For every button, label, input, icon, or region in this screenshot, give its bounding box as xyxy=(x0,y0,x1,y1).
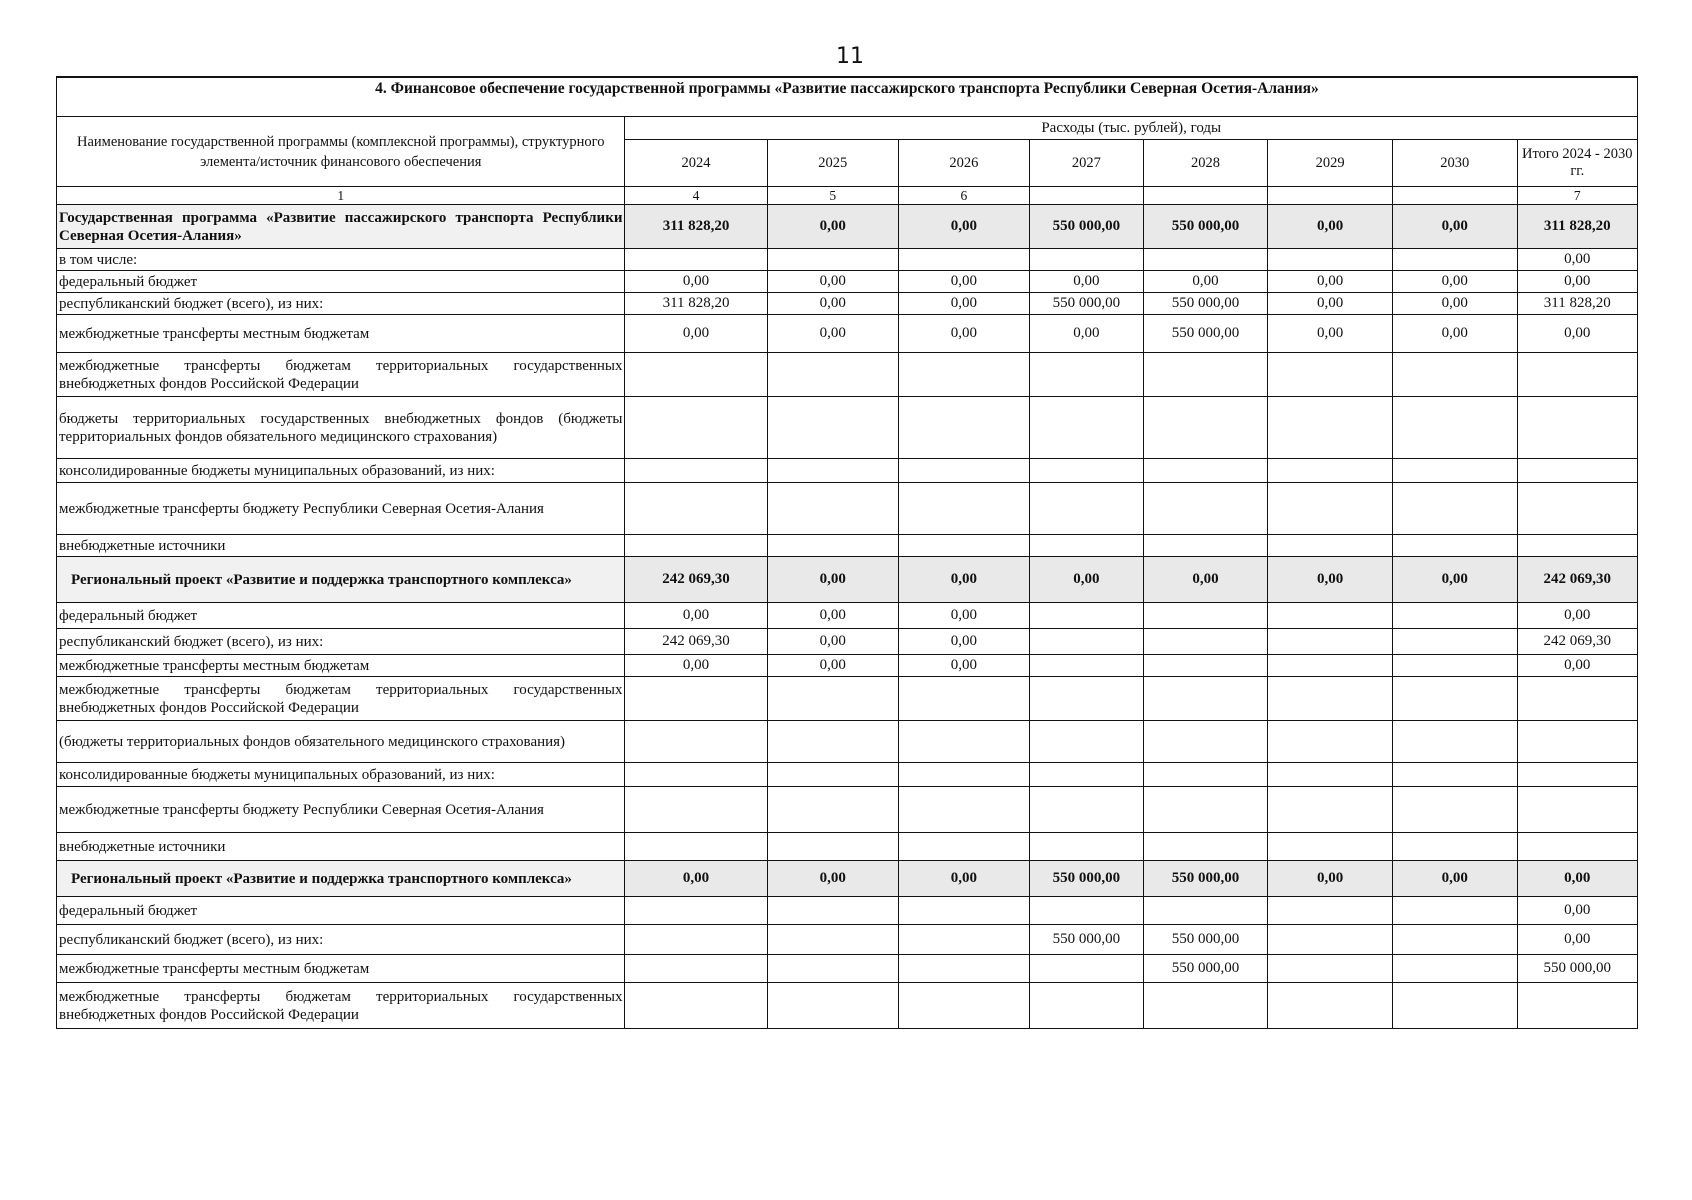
row-label: межбюджетные трансферты бюджетам территориальных государственных внебюджетных фондов Российской Федерации xyxy=(57,677,625,721)
row-label: консолидированные бюджеты муниципальных образований, из них: xyxy=(57,459,625,483)
table-row xyxy=(57,397,1638,459)
row-value-cell: 242 069,30 xyxy=(625,629,767,655)
row-value-cell xyxy=(625,833,767,861)
row-value-cell xyxy=(1392,925,1517,955)
row-value-cell: 0,00 xyxy=(898,557,1029,603)
row-value-cell xyxy=(1143,397,1268,459)
column-number xyxy=(1268,187,1393,205)
row-total-cell xyxy=(1517,833,1637,861)
row-value-cell xyxy=(898,955,1029,983)
row-total-cell xyxy=(1517,763,1637,787)
row-value-cell xyxy=(767,983,898,1029)
row-label: в том числе: xyxy=(57,249,625,271)
row-value-cell xyxy=(1143,721,1268,763)
row-value-cell xyxy=(1029,983,1143,1029)
row-value-cell xyxy=(625,249,767,271)
row-value-cell xyxy=(625,483,767,535)
row-value-cell: 0,00 xyxy=(767,557,898,603)
row-value-cell xyxy=(767,459,898,483)
column-number xyxy=(1029,187,1143,205)
row-value-cell: 550 000,00 xyxy=(1029,205,1143,249)
row-value-cell xyxy=(1029,955,1143,983)
row-value-cell xyxy=(625,787,767,833)
column-number: 7 xyxy=(1517,187,1637,205)
row-value-cell: 0,00 xyxy=(898,293,1029,315)
row-value-cell xyxy=(1392,655,1517,677)
row-value-cell xyxy=(1392,603,1517,629)
row-value-cell: 0,00 xyxy=(1392,861,1517,897)
row-total-cell: 242 069,30 xyxy=(1517,629,1637,655)
row-value-cell xyxy=(1268,535,1393,557)
row-value-cell: 0,00 xyxy=(767,655,898,677)
row-total-cell: 0,00 xyxy=(1517,861,1637,897)
row-value-cell xyxy=(1392,629,1517,655)
column-number: 4 xyxy=(625,187,767,205)
table-row xyxy=(57,315,1638,353)
row-value-cell xyxy=(767,353,898,397)
row-value-cell xyxy=(1029,677,1143,721)
column-number-row xyxy=(57,187,1638,205)
table-row xyxy=(57,249,1638,271)
row-label: межбюджетные трансферты бюджету Республики Северная Осетия-Алания xyxy=(57,787,625,833)
row-value-cell xyxy=(1392,353,1517,397)
section-row xyxy=(57,557,1638,603)
row-value-cell xyxy=(1029,787,1143,833)
row-label: федеральный бюджет xyxy=(57,271,625,293)
row-value-cell xyxy=(1029,459,1143,483)
row-value-cell: 0,00 xyxy=(767,271,898,293)
row-value-cell: 550 000,00 xyxy=(1143,293,1268,315)
row-label: республиканский бюджет (всего), из них: xyxy=(57,293,625,315)
row-value-cell xyxy=(1029,603,1143,629)
row-value-cell xyxy=(898,459,1029,483)
row-value-cell xyxy=(767,397,898,459)
row-value-cell: 0,00 xyxy=(625,655,767,677)
row-value-cell xyxy=(1143,459,1268,483)
table-row xyxy=(57,293,1638,315)
header-name-column: Наименование государственной программы (комплексной программы), структурного элемента/источник финансового обеспечения xyxy=(57,117,625,187)
row-value-cell xyxy=(1392,535,1517,557)
table-row xyxy=(57,483,1638,535)
row-value-cell xyxy=(625,925,767,955)
row-value-cell xyxy=(1268,833,1393,861)
row-value-cell xyxy=(1143,535,1268,557)
row-total-cell: 0,00 xyxy=(1517,655,1637,677)
row-value-cell xyxy=(1143,249,1268,271)
row-value-cell xyxy=(1143,483,1268,535)
section-row xyxy=(57,205,1638,249)
row-value-cell xyxy=(1029,655,1143,677)
row-label: межбюджетные трансферты местным бюджетам xyxy=(57,655,625,677)
row-value-cell xyxy=(625,763,767,787)
row-value-cell: 550 000,00 xyxy=(1143,955,1268,983)
row-value-cell: 0,00 xyxy=(1029,271,1143,293)
row-label: консолидированные бюджеты муниципальных образований, из них: xyxy=(57,763,625,787)
row-value-cell: 0,00 xyxy=(767,629,898,655)
table-body xyxy=(57,205,1638,1029)
row-value-cell xyxy=(1392,787,1517,833)
row-value-cell: 0,00 xyxy=(1392,205,1517,249)
row-value-cell: 0,00 xyxy=(767,205,898,249)
table-row xyxy=(57,925,1638,955)
row-value-cell xyxy=(1029,353,1143,397)
row-value-cell xyxy=(1143,897,1268,925)
financing-table-wrapper xyxy=(56,76,1638,1029)
row-value-cell xyxy=(767,955,898,983)
row-value-cell xyxy=(767,897,898,925)
row-value-cell: 0,00 xyxy=(1268,861,1393,897)
row-label: межбюджетные трансферты бюджетам территориальных государственных внебюджетных фондов Российской Федерации xyxy=(57,983,625,1029)
row-value-cell xyxy=(1143,787,1268,833)
row-value-cell xyxy=(1392,483,1517,535)
row-value-cell xyxy=(1029,249,1143,271)
row-value-cell xyxy=(1268,353,1393,397)
row-value-cell: 0,00 xyxy=(1029,315,1143,353)
table-row xyxy=(57,353,1638,397)
row-value-cell xyxy=(1143,677,1268,721)
row-value-cell xyxy=(898,763,1029,787)
row-label: межбюджетные трансферты бюджетам территориальных государственных внебюджетных фондов Российской Федерации xyxy=(57,353,625,397)
row-value-cell xyxy=(767,833,898,861)
header-year: 2025 xyxy=(767,140,898,187)
row-label: республиканский бюджет (всего), из них: xyxy=(57,629,625,655)
row-value-cell: 0,00 xyxy=(1268,271,1393,293)
row-value-cell xyxy=(1268,925,1393,955)
row-value-cell xyxy=(1392,249,1517,271)
row-value-cell: 311 828,20 xyxy=(625,205,767,249)
row-value-cell xyxy=(898,925,1029,955)
row-value-cell: 0,00 xyxy=(898,271,1029,293)
row-value-cell xyxy=(1029,833,1143,861)
row-label: межбюджетные трансферты местным бюджетам xyxy=(57,955,625,983)
row-value-cell xyxy=(898,483,1029,535)
header-row-top xyxy=(57,117,1638,140)
row-value-cell: 0,00 xyxy=(625,861,767,897)
row-total-cell xyxy=(1517,677,1637,721)
row-value-cell xyxy=(898,833,1029,861)
row-value-cell xyxy=(1268,249,1393,271)
row-total-cell xyxy=(1517,787,1637,833)
table-row xyxy=(57,603,1638,629)
row-value-cell xyxy=(625,721,767,763)
row-value-cell: 0,00 xyxy=(767,315,898,353)
row-value-cell xyxy=(625,677,767,721)
row-value-cell xyxy=(1268,897,1393,925)
row-value-cell: 550 000,00 xyxy=(1029,293,1143,315)
table-row xyxy=(57,763,1638,787)
row-value-cell xyxy=(1268,763,1393,787)
row-value-cell: 0,00 xyxy=(1268,205,1393,249)
row-value-cell: 0,00 xyxy=(1392,271,1517,293)
row-label: межбюджетные трансферты бюджету Республики Северная Осетия-Алания xyxy=(57,483,625,535)
row-value-cell xyxy=(1268,655,1393,677)
row-total-cell xyxy=(1517,483,1637,535)
row-label: республиканский бюджет (всего), из них: xyxy=(57,925,625,955)
row-value-cell xyxy=(1143,833,1268,861)
page-number: 11 xyxy=(836,44,864,69)
row-value-cell: 550 000,00 xyxy=(1143,861,1268,897)
header-year: 2027 xyxy=(1029,140,1143,187)
row-value-cell: 0,00 xyxy=(767,603,898,629)
row-value-cell xyxy=(625,459,767,483)
header-year: 2026 xyxy=(898,140,1029,187)
row-value-cell xyxy=(1268,603,1393,629)
header-year: 2029 xyxy=(1268,140,1393,187)
row-value-cell xyxy=(1143,763,1268,787)
row-value-cell xyxy=(625,897,767,925)
row-value-cell xyxy=(1143,983,1268,1029)
row-value-cell xyxy=(898,721,1029,763)
row-label: федеральный бюджет xyxy=(57,897,625,925)
table-row xyxy=(57,655,1638,677)
row-value-cell xyxy=(1392,397,1517,459)
row-total-cell: 0,00 xyxy=(1517,249,1637,271)
row-value-cell xyxy=(1392,833,1517,861)
row-value-cell xyxy=(1392,721,1517,763)
row-value-cell: 0,00 xyxy=(898,205,1029,249)
row-value-cell xyxy=(767,677,898,721)
row-value-cell xyxy=(1029,763,1143,787)
row-value-cell xyxy=(1268,397,1393,459)
column-number: 5 xyxy=(767,187,898,205)
row-value-cell xyxy=(625,353,767,397)
row-value-cell: 550 000,00 xyxy=(1029,861,1143,897)
row-value-cell xyxy=(898,897,1029,925)
table-title-row xyxy=(57,77,1638,117)
row-value-cell: 0,00 xyxy=(1392,557,1517,603)
table-row xyxy=(57,833,1638,861)
row-value-cell xyxy=(1029,629,1143,655)
row-value-cell xyxy=(767,535,898,557)
table-title: 4. Финансовое обеспечение государственной программы «Развитие пассажирского транспорта Республики Северная Осетия-Алания» xyxy=(57,77,1638,117)
row-label: Государственная программа «Развитие пассажирского транспорта Республики Северная Осетия-Алания» xyxy=(57,205,625,249)
row-value-cell xyxy=(898,677,1029,721)
row-total-cell xyxy=(1517,353,1637,397)
row-value-cell: 0,00 xyxy=(625,603,767,629)
row-total-cell: 0,00 xyxy=(1517,897,1637,925)
header-year: 2030 xyxy=(1392,140,1517,187)
row-label: Региональный проект «Развитие и поддержка транспортного комплекса» xyxy=(57,861,625,897)
row-value-cell: 550 000,00 xyxy=(1143,205,1268,249)
row-value-cell xyxy=(1268,677,1393,721)
row-value-cell xyxy=(1029,721,1143,763)
row-value-cell xyxy=(898,353,1029,397)
row-value-cell xyxy=(767,483,898,535)
row-value-cell: 0,00 xyxy=(898,603,1029,629)
header-year: 2024 xyxy=(625,140,767,187)
row-value-cell xyxy=(1392,677,1517,721)
row-value-cell xyxy=(898,535,1029,557)
row-value-cell xyxy=(767,925,898,955)
row-total-cell: 311 828,20 xyxy=(1517,205,1637,249)
column-number xyxy=(1143,187,1268,205)
row-value-cell xyxy=(1143,353,1268,397)
row-value-cell: 550 000,00 xyxy=(1143,925,1268,955)
row-value-cell: 0,00 xyxy=(1392,315,1517,353)
row-total-cell xyxy=(1517,459,1637,483)
section-row xyxy=(57,861,1638,897)
row-label: внебюджетные источники xyxy=(57,535,625,557)
row-total-cell xyxy=(1517,983,1637,1029)
row-value-cell xyxy=(1268,629,1393,655)
row-value-cell: 0,00 xyxy=(898,629,1029,655)
row-value-cell xyxy=(1029,397,1143,459)
row-label: федеральный бюджет xyxy=(57,603,625,629)
row-total-cell: 0,00 xyxy=(1517,603,1637,629)
row-value-cell: 0,00 xyxy=(1029,557,1143,603)
column-number: 6 xyxy=(898,187,1029,205)
row-total-cell xyxy=(1517,397,1637,459)
row-value-cell: 0,00 xyxy=(898,861,1029,897)
row-value-cell xyxy=(767,249,898,271)
row-value-cell: 550 000,00 xyxy=(1029,925,1143,955)
financing-table xyxy=(56,76,1638,1029)
row-value-cell: 0,00 xyxy=(625,271,767,293)
table-row xyxy=(57,897,1638,925)
row-value-cell xyxy=(898,787,1029,833)
row-label: (бюджеты территориальных фондов обязательного медицинского страхования) xyxy=(57,721,625,763)
column-number xyxy=(1392,187,1517,205)
row-total-cell: 550 000,00 xyxy=(1517,955,1637,983)
row-value-cell: 0,00 xyxy=(898,315,1029,353)
header-year: 2028 xyxy=(1143,140,1268,187)
table-row xyxy=(57,721,1638,763)
row-value-cell xyxy=(1392,459,1517,483)
table-row xyxy=(57,787,1638,833)
row-total-cell: 0,00 xyxy=(1517,315,1637,353)
row-value-cell xyxy=(898,983,1029,1029)
row-label: бюджеты территориальных государственных внебюджетных фондов (бюджеты территориальных фондов обязательного медицинского страхования) xyxy=(57,397,625,459)
column-number: 1 xyxy=(57,187,625,205)
row-value-cell: 0,00 xyxy=(1392,293,1517,315)
row-value-cell: 311 828,20 xyxy=(625,293,767,315)
row-value-cell: 242 069,30 xyxy=(625,557,767,603)
row-total-cell: 0,00 xyxy=(1517,271,1637,293)
row-value-cell xyxy=(1268,483,1393,535)
row-value-cell: 0,00 xyxy=(1143,271,1268,293)
row-value-cell xyxy=(898,249,1029,271)
row-value-cell xyxy=(1268,787,1393,833)
row-total-cell xyxy=(1517,535,1637,557)
row-value-cell xyxy=(767,763,898,787)
row-total-cell xyxy=(1517,721,1637,763)
row-value-cell: 0,00 xyxy=(1268,557,1393,603)
row-value-cell: 0,00 xyxy=(1268,293,1393,315)
row-value-cell: 0,00 xyxy=(1268,315,1393,353)
row-value-cell xyxy=(1392,955,1517,983)
row-value-cell xyxy=(1029,483,1143,535)
header-total: Итого 2024 - 2030 гг. xyxy=(1517,140,1637,187)
row-value-cell xyxy=(1143,629,1268,655)
row-value-cell xyxy=(625,535,767,557)
row-value-cell xyxy=(1268,721,1393,763)
row-total-cell: 242 069,30 xyxy=(1517,557,1637,603)
row-value-cell: 0,00 xyxy=(767,293,898,315)
row-value-cell: 0,00 xyxy=(767,861,898,897)
row-label: Региональный проект «Развитие и поддержка транспортного комплекса» xyxy=(57,557,625,603)
table-row xyxy=(57,271,1638,293)
table-row xyxy=(57,955,1638,983)
row-value-cell xyxy=(1392,983,1517,1029)
row-label: межбюджетные трансферты местным бюджетам xyxy=(57,315,625,353)
row-value-cell xyxy=(1268,955,1393,983)
row-value-cell xyxy=(767,787,898,833)
table-row xyxy=(57,535,1638,557)
row-value-cell xyxy=(625,955,767,983)
row-value-cell xyxy=(1268,983,1393,1029)
row-value-cell xyxy=(1143,603,1268,629)
table-row xyxy=(57,983,1638,1029)
table-row xyxy=(57,459,1638,483)
table-row xyxy=(57,629,1638,655)
row-value-cell: 0,00 xyxy=(1143,557,1268,603)
table-row xyxy=(57,677,1638,721)
row-value-cell xyxy=(898,397,1029,459)
row-value-cell xyxy=(1268,459,1393,483)
row-value-cell xyxy=(1029,535,1143,557)
row-value-cell xyxy=(625,397,767,459)
row-value-cell: 0,00 xyxy=(625,315,767,353)
row-value-cell xyxy=(625,983,767,1029)
row-value-cell: 550 000,00 xyxy=(1143,315,1268,353)
row-total-cell: 311 828,20 xyxy=(1517,293,1637,315)
row-value-cell xyxy=(1143,655,1268,677)
row-value-cell xyxy=(1392,897,1517,925)
header-expenses-label: Расходы (тыс. рублей), годы xyxy=(625,117,1638,140)
row-value-cell xyxy=(767,721,898,763)
row-label: внебюджетные источники xyxy=(57,833,625,861)
row-total-cell: 0,00 xyxy=(1517,925,1637,955)
row-value-cell xyxy=(1029,897,1143,925)
row-value-cell: 0,00 xyxy=(898,655,1029,677)
row-value-cell xyxy=(1392,763,1517,787)
